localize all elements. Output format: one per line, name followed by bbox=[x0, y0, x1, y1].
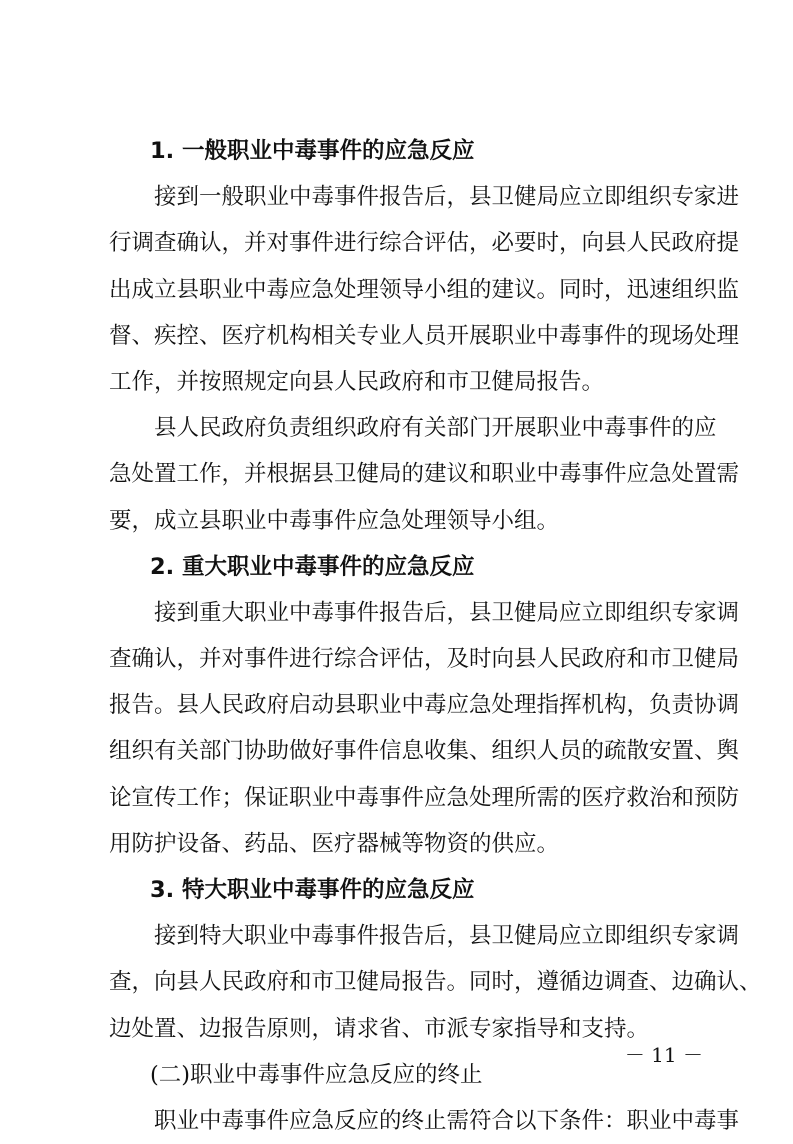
paragraph-line: 边处置、边报告原则，请求省、市派专家指导和支持。 bbox=[109, 1015, 650, 1042]
page-number: － 11 － bbox=[624, 1043, 703, 1067]
paragraph-line: 报告。县人民政府启动县职业中毒应急处理指挥机构，负责协调 bbox=[109, 692, 740, 719]
paragraph-line: 县人民政府负责组织政府有关部门开展职业中毒事件的应 bbox=[154, 415, 717, 442]
paragraph-line: 急处置工作，并根据县卫健局的建议和职业中毒事件应急处置需 bbox=[109, 461, 740, 488]
section-heading-3: 3. 特大职业中毒事件的应急反应 bbox=[150, 877, 475, 903]
paragraph-line: 论宣传工作；保证职业中毒事件应急处理所需的医疗救治和预防 bbox=[109, 784, 740, 811]
paragraph-line: 接到特大职业中毒事件报告后，县卫健局应立即组织专家调 bbox=[154, 923, 740, 950]
paragraph-line: 查，向县人民政府和市卫健局报告。同时，遵循边调查、边确认、 bbox=[109, 969, 762, 996]
paragraph-line: 督、疾控、医疗机构相关专业人员开展职业中毒事件的现场处理 bbox=[109, 322, 740, 349]
section-heading-2: 2. 重大职业中毒事件的应急反应 bbox=[150, 553, 475, 580]
document-body bbox=[109, 128, 762, 1144]
paragraph-line: 行调查确认，并对事件进行综合评估，必要时，向县人民政府提 bbox=[109, 230, 740, 257]
subsection-heading: (二)职业中毒事件应急反应的终止 bbox=[150, 1061, 483, 1088]
paragraph-line: 组织有关部门协助做好事件信息收集、组织人员的疏散安置、舆 bbox=[109, 738, 740, 765]
paragraph-line: 出成立县职业中毒应急处理领导小组的建议。同时，迅速组织监 bbox=[109, 276, 740, 303]
paragraph-line: 查确认，并对事件进行综合评估，及时向县人民政府和市卫健局 bbox=[109, 646, 740, 673]
paragraph-line: 用防护设备、药品、医疗器械等物资的供应。 bbox=[109, 830, 560, 857]
paragraph-line: 要，成立县职业中毒事件应急处理领导小组。 bbox=[109, 507, 560, 534]
paragraph-line: 接到重大职业中毒事件报告后，县卫健局应立即组织专家调 bbox=[154, 599, 740, 626]
paragraph-line: 工作，并按照规定向县人民政府和市卫健局报告。 bbox=[109, 368, 605, 395]
paragraph-line: 职业中毒事件应急反应的终止需符合以下条件：职业中毒事 bbox=[154, 1107, 740, 1134]
paragraph-line: 接到一般职业中毒事件报告后，县卫健局应立即组织专家进 bbox=[154, 184, 740, 211]
section-heading-1: 1. 一般职业中毒事件的应急反应 bbox=[150, 138, 475, 164]
